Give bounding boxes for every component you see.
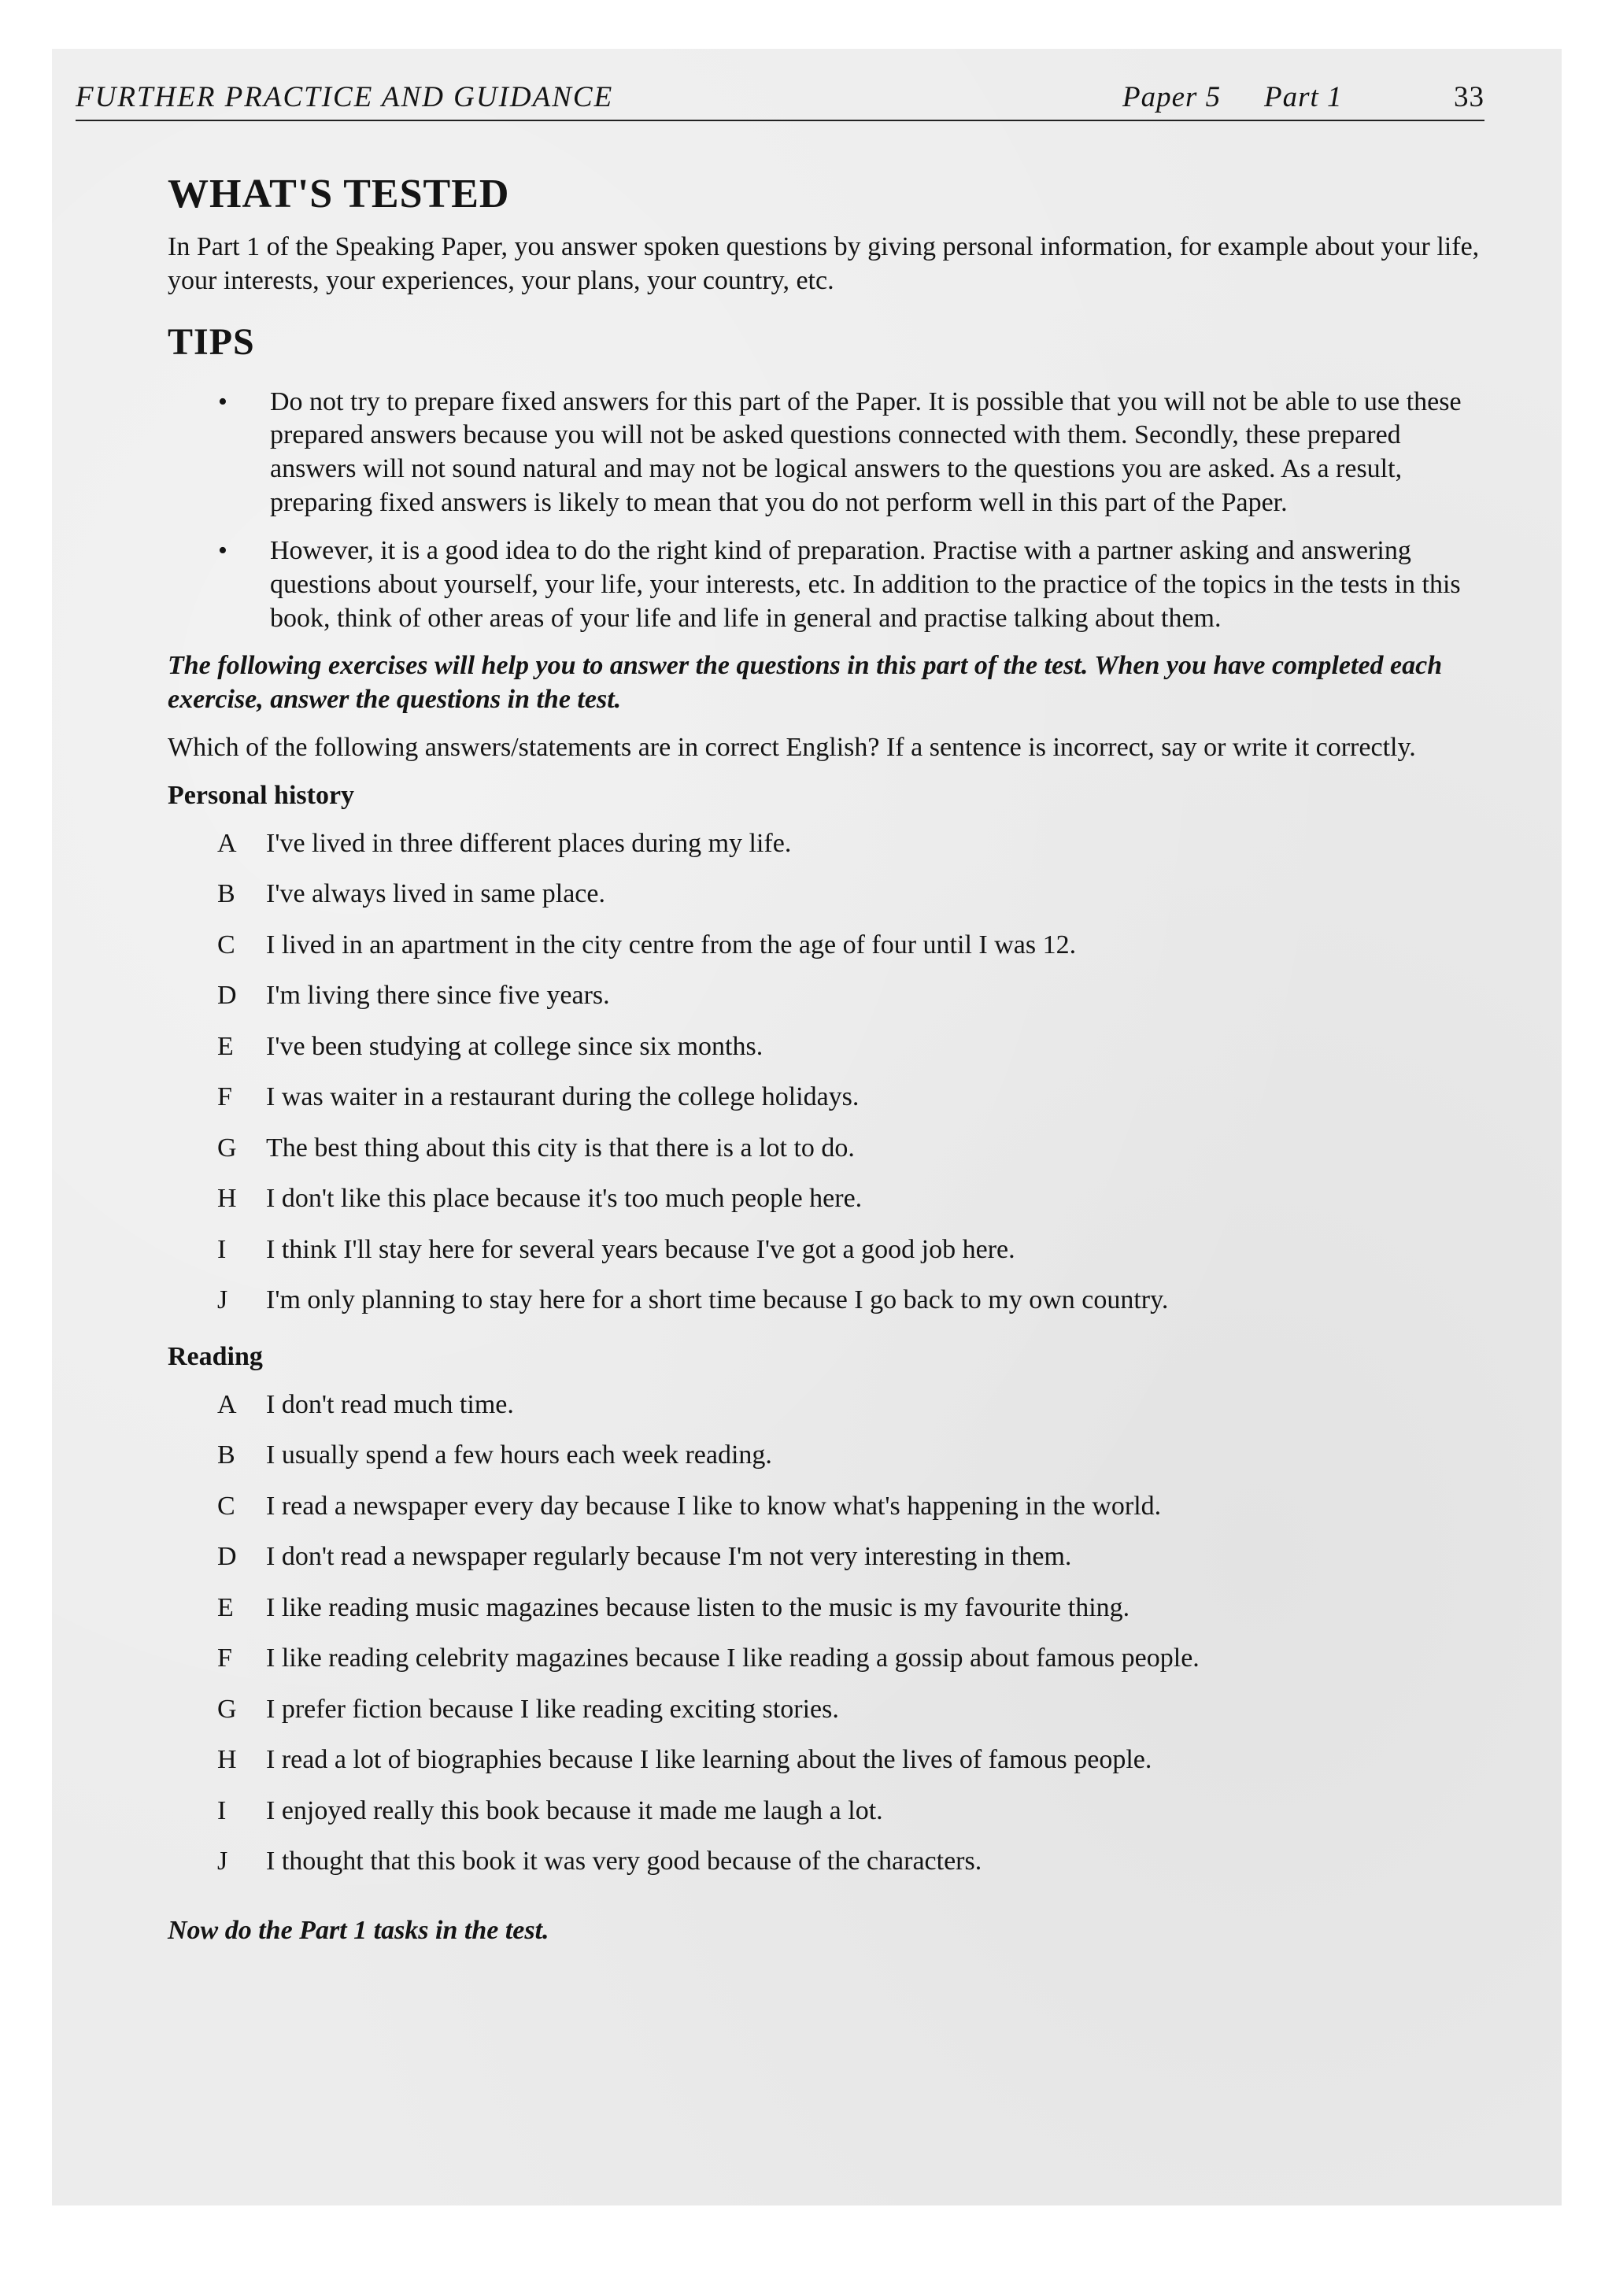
list-item	[168, 1072, 1490, 1123]
tips-list	[168, 386, 1490, 636]
list-item	[168, 1275, 1490, 1326]
personal-history-title: Personal history	[168, 780, 355, 810]
list-item	[168, 1786, 1490, 1837]
list-item	[168, 1022, 1490, 1073]
list-item	[168, 1481, 1490, 1533]
item-letter: J	[217, 1285, 228, 1315]
item-letter: B	[217, 1440, 235, 1470]
item-letter: H	[217, 1745, 237, 1775]
item-text: I lived in an apartment in the city centre from the age of four until I was 12.	[266, 930, 1077, 959]
list-item	[168, 869, 1490, 920]
header-title: FURTHER PRACTICE AND GUIDANCE	[76, 81, 614, 113]
item-letter: G	[217, 1133, 237, 1163]
item-text: I don't like this place because it's too much people here.	[266, 1184, 863, 1214]
exercise-instruction: Which of the following answers/statements are in correct English? If a sentence is incorrect, say or write it correctly.	[168, 733, 1416, 763]
item-letter: H	[217, 1184, 237, 1214]
item-letter: A	[217, 828, 237, 858]
item-text: I've always lived in same place.	[266, 879, 605, 909]
item-text: The best thing about this city is that there is a lot to do.	[266, 1133, 855, 1163]
item-letter: E	[217, 1592, 234, 1622]
exercise-intro: The following exercises will help you to answer the questions in this part of the test. When you have completed each exercise, answer the questions in the test.	[168, 651, 1443, 715]
reading-title: Reading	[168, 1341, 263, 1371]
item-text: I prefer fiction because I like reading exciting stories.	[266, 1694, 839, 1724]
item-text: I read a newspaper every day because I like to know what's happening in the world.	[266, 1491, 1162, 1521]
header-paper: Paper 5	[1122, 81, 1222, 113]
item-text: I like reading music magazines because listen to the music is my favourite thing.	[266, 1592, 1130, 1622]
item-letter: C	[217, 1491, 235, 1521]
item-text: I've been studying at college since six months.	[266, 1031, 763, 1061]
item-letter: D	[217, 981, 237, 1011]
item-text: I'm living there since five years.	[266, 981, 610, 1011]
tips-heading: TIPS	[168, 320, 255, 363]
whats-tested-text: In Part 1 of the Speaking Paper, you answer spoken questions by giving personal information, for example about your life, your interests, your experiences, your plans, your country, etc.	[168, 232, 1480, 296]
item-letter: B	[217, 879, 235, 909]
personal-history-list	[168, 819, 1490, 1326]
item-text: I thought that this book it was very good because of the characters.	[266, 1847, 982, 1876]
item-letter: I	[217, 1234, 227, 1264]
item-text: I don't read a newspaper regularly because I'm not very interesting in them.	[266, 1542, 1072, 1572]
bullet-icon: •	[218, 386, 227, 416]
item-letter: I	[217, 1795, 227, 1825]
list-item	[168, 819, 1490, 870]
item-letter: A	[217, 1389, 237, 1419]
item-letter: F	[217, 1082, 232, 1112]
tip-item	[168, 534, 1490, 635]
reading-list	[168, 1380, 1490, 1887]
item-text: I usually spend a few hours each week reading.	[266, 1440, 772, 1470]
list-item	[168, 1225, 1490, 1276]
whats-tested-heading: WHAT'S TESTED	[168, 172, 510, 216]
item-text: I was waiter in a restaurant during the college holidays.	[266, 1082, 860, 1112]
list-item	[168, 1532, 1490, 1583]
item-letter: G	[217, 1694, 237, 1724]
item-text: I don't read much time.	[266, 1389, 514, 1419]
item-text: I enjoyed really this book because it made me laugh a lot.	[266, 1795, 883, 1825]
list-item	[168, 1123, 1490, 1174]
list-item	[168, 1684, 1490, 1736]
running-header	[76, 79, 1484, 121]
item-letter: J	[217, 1847, 228, 1876]
item-letter: D	[217, 1542, 237, 1572]
item-letter: F	[217, 1643, 232, 1673]
tip-item	[168, 386, 1490, 520]
list-item	[168, 1633, 1490, 1684]
list-item	[168, 1735, 1490, 1786]
bullet-icon: •	[218, 535, 227, 565]
list-item	[168, 1583, 1490, 1634]
item-text: I read a lot of biographies because I like learning about the lives of famous people.	[266, 1745, 1152, 1775]
item-text: I'm only planning to stay here for a short time because I go back to my own country.	[266, 1285, 1169, 1315]
tip-text: However, it is a good idea to do the right kind of preparation. Practise with a partner asking and answering questions about yourself, your life, your interests, etc. In addition to the practice of the topics in the tests in this book, think of other areas of your life and life in general and practise talking about them.	[270, 535, 1461, 633]
list-item	[168, 1430, 1490, 1481]
list-item	[168, 1174, 1490, 1225]
list-item	[168, 971, 1490, 1022]
item-text: I think I'll stay here for several years because I've got a good job here.	[266, 1234, 1015, 1264]
list-item	[168, 1836, 1490, 1887]
header-part: Part 1	[1264, 81, 1343, 113]
page-content	[168, 172, 1490, 1946]
tip-text: Do not try to prepare fixed answers for this part of the Paper. It is possible that you will not be able to use these prepared answers because you will not be asked questions connected with them. Secondly, these prepared answers will not sound natural and may not be logical answers to the questions you are asked. As a result, preparing fixed answers is likely to mean that you do not perform well in this part of the Paper.	[270, 386, 1462, 518]
page-number: 33	[1454, 81, 1484, 113]
item-letter: E	[217, 1031, 234, 1061]
item-text: I like reading celebrity magazines because I like reading a gossip about famous people.	[266, 1643, 1200, 1673]
item-text: I've lived in three different places during my life.	[266, 828, 792, 858]
outro-instruction: Now do the Part 1 tasks in the test.	[168, 1915, 549, 1945]
item-letter: C	[217, 930, 235, 959]
list-item	[168, 920, 1490, 971]
list-item	[168, 1380, 1490, 1431]
